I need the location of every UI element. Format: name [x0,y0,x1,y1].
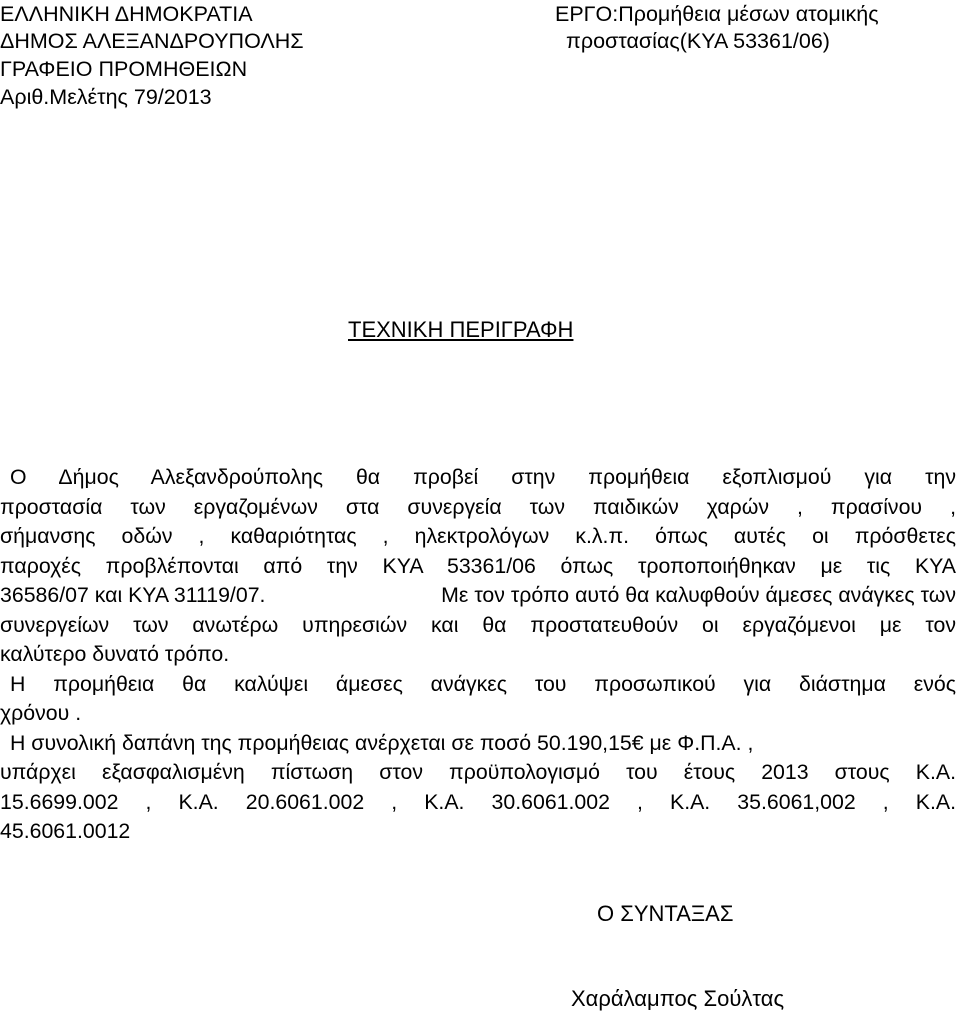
header-left-line-4: Αριθ.Μελέτης 79/2013 [0,85,212,109]
body-line: 36586/07 και ΚΥΑ 31119/07. [0,583,266,607]
body-line: Η συνολική δαπάνη της προμήθειας ανέρχεται σε ποσό 50.190,15€ με Φ.Π.Α. , [10,730,754,755]
body-line: καλύτερο δυνατό τρόπο. [0,642,230,666]
body-line: Με τον τρόπο αυτό θα καλυφθούν άμεσες ανάγκες των [441,583,956,607]
body-line: προστασία των εργαζομένων στα συνεργεία των παιδικών χαρών , πρασίνου , [0,494,956,519]
body-line-split [0,581,956,611]
header-left-line-2: ΔΗΜΟΣ ΑΛΕΞΑΝΔΡΟΥΠΟΛΗΣ [0,29,304,53]
body-line: Η προμήθεια θα καλύψει άμεσες ανάγκες του προσωπικού για διάστημα ενός [10,671,956,696]
signature-name: Χαράλαμπος Σούλτας [571,986,785,1011]
header-right-line-2: προστασίας(ΚΥΑ 53361/06) [566,29,830,53]
body-text [0,463,956,847]
body-line: 15.6699.002 , Κ.Α. 20.6061.002 , Κ.Α. 30.6061.002 , Κ.Α. 35.6061,002 , Κ.Α. [0,789,956,814]
header-left-line-1: ΕΛΛΗΝΙΚΗ ΔΗΜΟΚΡΑΤΙΑ [0,2,253,26]
body-line: Ο Δήμος Αλεξανδρούπολης θα προβεί στην προμήθεια εξοπλισμού για την [10,465,956,489]
body-line: χρόνου . [0,701,82,725]
body-line: υπάρχει εξασφαλισμένη πίστωση στον προϋπολογισμό του έτους 2013 στους Κ.Α. [0,760,956,784]
header-left-line-3: ΓΡΑΦΕΙΟ ΠΡΟΜΗΘΕΙΩΝ [0,57,248,81]
document-title: ΤΕΧΝΙΚΗ ΠΕΡΙΓΡΑΦΗ [348,317,574,342]
body-line: σήμανσης οδών , καθαριότητας , ηλεκτρολόγων κ.λ.π. όπως αυτές οι πρόσθετες [0,524,956,548]
signature-role: Ο ΣΥΝΤΑΞΑΣ [597,901,734,926]
body-line: 45.6061.0012 [0,819,131,843]
body-line: παροχές προβλέπονται από την ΚΥΑ 53361/06 όπως τροποποιήθηκαν με τις ΚΥΑ [0,553,956,578]
body-line: συνεργείων των ανωτέρω υπηρεσιών και θα προστατευθούν οι εργαζόμενοι με τον [0,612,956,637]
header-right-line-1: ΕΡΓΟ:Προμήθεια μέσων ατομικής [555,2,879,26]
